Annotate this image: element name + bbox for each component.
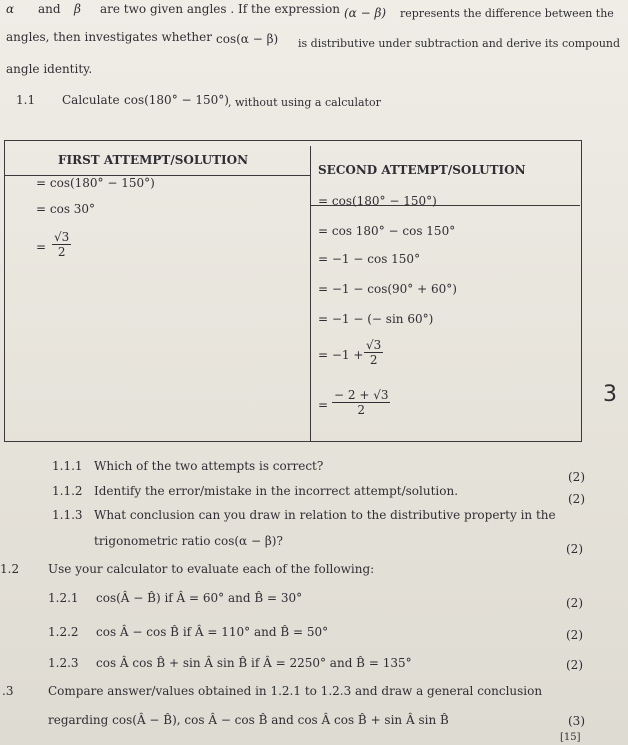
first-step-1: = cos(180° − 150°)	[36, 176, 155, 190]
intro-line1: are two given angles . If the expression	[100, 2, 340, 16]
second-fraction-numerator: √3	[366, 338, 382, 352]
question-1-1-text2: , without using a calculator	[228, 96, 381, 109]
intro-line2a: angles, then investigates whether	[6, 30, 212, 44]
table-marks: 3	[603, 382, 617, 407]
second-step-6-prefix: = −1 +	[318, 348, 364, 362]
second-step-3: = −1 − cos 150°	[318, 252, 421, 266]
intro-line2b: is distributive under subtraction and derive its compound	[298, 37, 621, 50]
question-1-1-2-text: Identify the error/mistake in the incorrect attempt/solution.	[94, 484, 459, 498]
question-1-3-number: .3	[2, 684, 14, 698]
question-1-3-text: Compare answer/values obtained in 1.2.1 to 1.2.3 and draw a general conclusion	[48, 684, 543, 698]
second-fraction-denominator: 2	[369, 353, 378, 367]
question-1-2-2-mark: (2)	[566, 628, 583, 642]
question-1-3-text2: regarding cos(Â − B̂), cos Â − cos B̂ and cos Â cos B̂ + sin Â sin B̂	[48, 713, 449, 727]
table-column-divider	[310, 146, 311, 442]
question-1-2-number: 1.2	[0, 562, 20, 576]
intro-line1b: represents the difference between the	[400, 7, 614, 20]
second-step-7-prefix: =	[318, 398, 329, 412]
question-1-1-1-mark: (2)	[568, 470, 585, 484]
question-1-2-text: Use your calculator to evaluate each of the following:	[48, 562, 375, 576]
question-1-1-2-mark: (2)	[568, 492, 585, 506]
second-step-2: = cos 180° − cos 150°	[318, 224, 456, 238]
intro-line3: angle identity.	[6, 62, 93, 76]
first-fraction-denominator: 2	[57, 245, 66, 259]
question-1-3-mark: (3)	[568, 714, 585, 728]
first-attempt-heading: FIRST ATTEMPT/SOLUTION	[58, 153, 249, 167]
question-1-1-3-text: What conclusion can you draw in relation to the distributive property in the	[94, 508, 556, 522]
second-step-5: = −1 − (− sin 60°)	[318, 312, 434, 326]
second-step-6-fraction	[364, 338, 383, 367]
question-1-1-1-number: 1.1.1	[52, 459, 83, 473]
question-1-1-2-number: 1.1.2	[52, 484, 83, 498]
second-step-4: = −1 − cos(90° + 60°)	[318, 282, 457, 296]
question-1-1-1-text: Which of the two attempts is correct?	[94, 459, 324, 473]
second-attempt-heading: SECOND ATTEMPT/SOLUTION	[318, 163, 526, 177]
question-1-1-number: 1.1	[16, 93, 36, 107]
second-last-denominator: 2	[357, 403, 366, 417]
first-step-3-prefix: =	[36, 240, 47, 254]
question-1-2-2-number: 1.2.2	[48, 625, 79, 639]
question-1-2-3-mark: (2)	[566, 658, 583, 672]
intro-line2-expression: cos(α − β)	[216, 32, 279, 46]
beta-symbol: β	[74, 2, 81, 16]
second-last-numerator: − 2 + √3	[334, 388, 389, 402]
first-step-2: = cos 30°	[36, 202, 96, 216]
second-step-1: = cos(180° − 150°)	[318, 194, 437, 208]
question-1-2-3-number: 1.2.3	[48, 656, 79, 670]
question-1-2-2-text: cos Â − cos B̂ if Â = 110° and B̂ = 50°	[96, 625, 329, 639]
intro-expression: (α − β)	[344, 6, 387, 20]
question-1-2-3-text: cos Â cos B̂ + sin Â sin B̂ if Â = 2250° and B̂ = 135°	[96, 656, 412, 670]
question-1-2-1-mark: (2)	[566, 596, 583, 610]
question-1-total-marks: [15]	[560, 732, 581, 743]
first-fraction-numerator: √3	[54, 230, 70, 244]
intro-and: and	[38, 2, 61, 16]
question-1-2-1-number: 1.2.1	[48, 591, 79, 605]
question-1-2-1-text: cos(Â − B̂) if Â = 60° and B̂ = 30°	[96, 591, 303, 605]
question-1-1-3-mark: (2)	[566, 542, 583, 556]
second-step-7-fraction	[332, 388, 390, 417]
first-step-3-fraction	[52, 230, 71, 259]
question-1-1-text: Calculate	[62, 93, 120, 107]
alpha-symbol: α	[6, 2, 15, 16]
question-1-1-expression: cos(180° − 150°)	[124, 93, 229, 107]
question-1-1-3-text2: trigonometric ratio cos(α − β)?	[94, 534, 283, 548]
question-1-1-3-number: 1.1.3	[52, 508, 83, 522]
